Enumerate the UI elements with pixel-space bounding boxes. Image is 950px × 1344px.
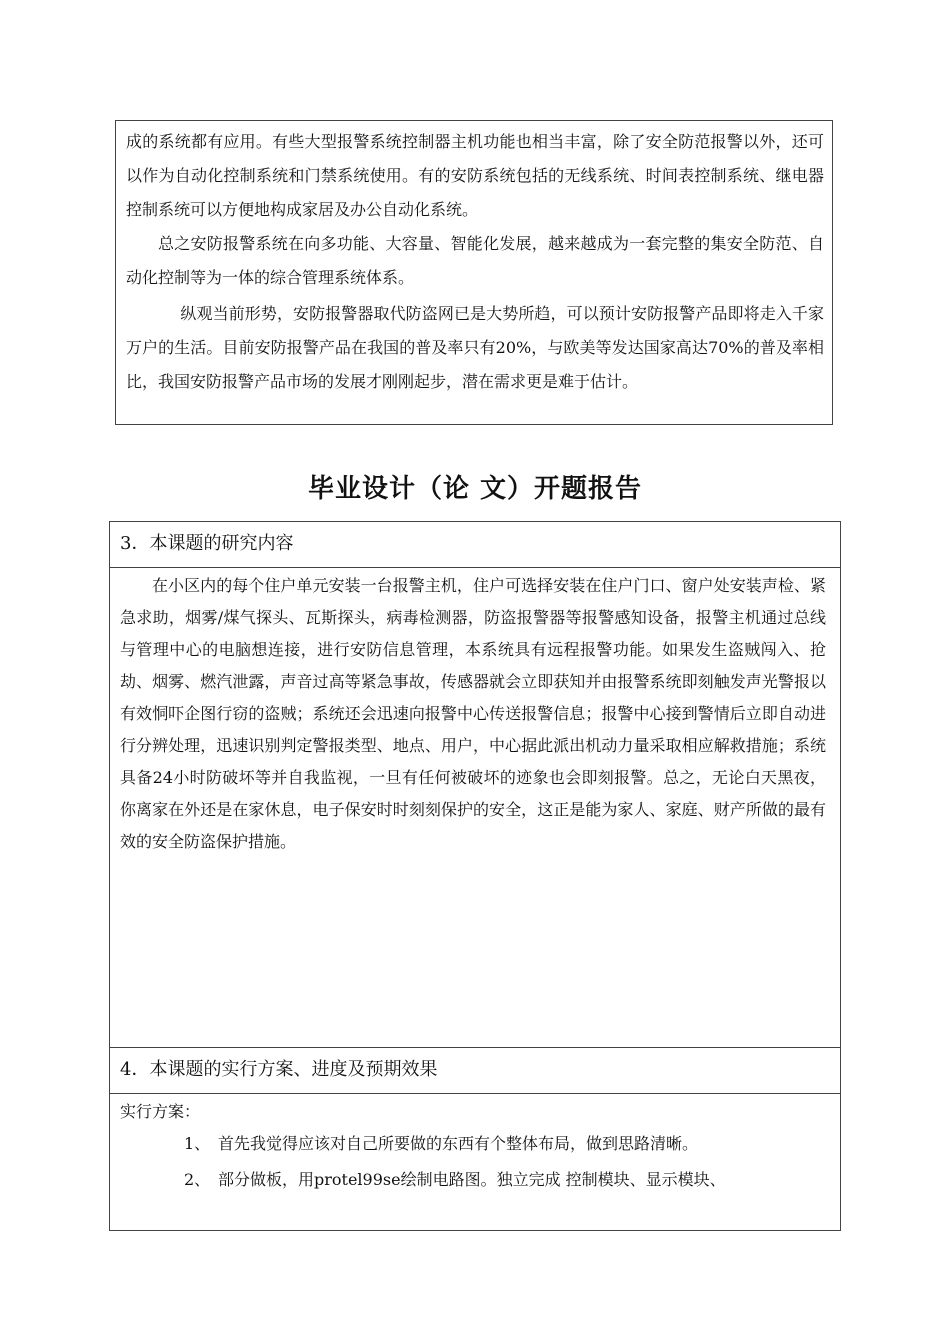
paragraph: 纵观当前形势，安防报警器取代防盗网已是大势所趋，可以预计安防报警产品即将走入千家万户的生活。目前安防报警产品在我国的普及率只有20%，与欧美等发达国家高达70%的普及率相比，我国安防报警产品市场的发展才刚刚起步，潜在需求更是难于估计。 bbox=[126, 304, 824, 391]
continued-text-box bbox=[115, 120, 833, 425]
list-item-text: 首先我觉得应该对自己所要做的东西有个整体布局，做到思路清晰。 bbox=[218, 1134, 699, 1153]
paragraph: 成的系统都有应用。有些大型报警系统控制器主机功能也相当丰富，除了安全防范报警以外，还可以作为自动化控制系统和门禁系统使用。有的安防系统包括的无线系统、时间表控制系统、继电器控制系统可以方便地构成家居及办公自动化系统。 bbox=[126, 132, 824, 219]
report-table bbox=[109, 521, 841, 1231]
section-3-body bbox=[110, 568, 840, 1048]
list-item-text: 部分做板，用protel99se绘制电路图。独立完成 控制模块、显示模块、 bbox=[218, 1170, 726, 1189]
section-4-body bbox=[110, 1094, 840, 1198]
section-3-heading: 3．本课题的研究内容 bbox=[110, 522, 840, 568]
list-item bbox=[120, 1162, 826, 1198]
list-item bbox=[120, 1126, 826, 1162]
paragraph: 在小区内的每个住户单元安装一台报警主机，住户可选择安装在住户门口、窗户处安装声检、紧急求助，烟雾/煤气探头、瓦斯探头，病毒检测器，防盗报警器等报警感知设备，报警主机通过总线与管理中心的电脑想连接，进行安防信息管理，本系统具有远程报警功能。如果发生盗贼闯入、抢劫、烟雾、燃汽泄露，声音过高等紧急事故，传感器就会立即获知并由报警系统即刻触发声光警报以有效恫吓企图行窃的盗贼；系统还会迅速向报警中心传送报警信息；报警中心接到警情后立即自动进行分辨处理，迅速识别判定警报类型、地点、用户，中心据此派出机动力量采取相应解救措施；系统具备24小时防破坏等并自我监视，一旦有任何被破坏的迹象也会即刻报警。总之，无论白天黑夜，你离家在外还是在家休息，电子保安时时刻刻保护的安全，这正是能为家人、家庭、财产所做的最有效的安全防盗保护措施。 bbox=[120, 576, 826, 851]
list-item-number: 2、 bbox=[184, 1170, 211, 1189]
list-item-number: 1、 bbox=[184, 1134, 211, 1153]
page-title: 毕业设计（论 文）开题报告 bbox=[307, 474, 643, 504]
section-4-heading: 4．本课题的实行方案、进度及预期效果 bbox=[110, 1048, 840, 1094]
paragraph: 总之安防报警系统在向多功能、大容量、智能化发展，越来越成为一套完整的集安全防范、自动化控制等为一体的综合管理系统体系。 bbox=[126, 234, 824, 287]
plan-label: 实行方案： bbox=[120, 1102, 201, 1121]
